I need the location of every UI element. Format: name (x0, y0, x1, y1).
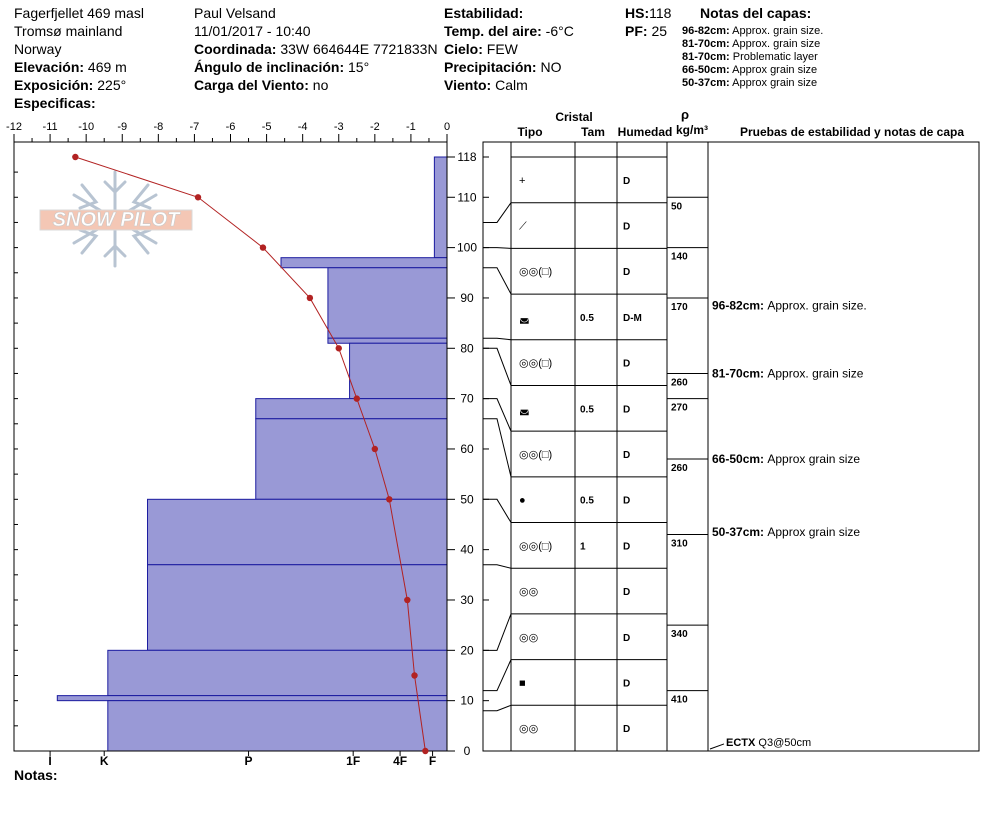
grain-type-symbol: ◎◎(□) (519, 449, 553, 461)
moisture: D (623, 404, 631, 416)
layer-note-text: Approx. grain size. (732, 25, 824, 37)
notes-label: Notas: (14, 767, 58, 783)
temperature-point (72, 154, 78, 160)
temperature-point (260, 244, 266, 250)
elevation-value: 469 m (87, 59, 127, 75)
temp-tick-label: -7 (189, 121, 200, 133)
temperature-point (404, 597, 410, 603)
grain-type-symbol: ■ (519, 677, 526, 690)
layer-note-text: Approx grain size (732, 77, 818, 89)
height-tick-label: 90 (460, 290, 474, 305)
grain-type-symbol: + (519, 174, 526, 187)
layer-note-text: Approx grain size (767, 452, 861, 467)
moisture: D (623, 267, 631, 279)
coordinate-label: Coordinada: (194, 41, 277, 57)
height-tick-label: 40 (460, 542, 474, 557)
temp-tick-label: -11 (42, 121, 58, 133)
density-value: 260 (671, 377, 688, 389)
layer-connector (483, 419, 511, 477)
layer-connector (483, 660, 511, 691)
layer-notes-title: Notas del capas: (700, 5, 812, 21)
stability-label: Estabilidad: (444, 5, 524, 21)
layer-connector (483, 268, 511, 294)
temp-tick-label: -9 (117, 121, 128, 133)
height-tick-label: 80 (460, 341, 474, 356)
layer-note-range: 81-70cm: (712, 366, 768, 381)
height-tick-label: 100 (456, 240, 478, 255)
height-tick-label: 60 (460, 441, 474, 456)
density-value: 170 (671, 301, 688, 313)
hardness-bar (57, 696, 447, 701)
height-tick-label: 10 (460, 693, 474, 708)
grain-type-symbol: ◎◎ (519, 586, 539, 599)
hardness-bar (256, 419, 447, 500)
hs-value: 118 (649, 5, 672, 21)
test-pointer (710, 744, 724, 749)
test-code: ECTX (726, 736, 759, 749)
temperature-point (336, 345, 342, 351)
temp-tick-label: -6 (225, 121, 236, 133)
hardness-bar (281, 258, 447, 268)
grain-type-symbol: ⟋ (519, 220, 527, 233)
hardness-tick-label: 1F (346, 754, 361, 768)
temp-tick-label: -5 (261, 121, 272, 133)
temperature-point (307, 295, 313, 301)
density-value: 260 (671, 463, 688, 475)
slope-value: 15° (348, 59, 370, 75)
layer-note-text: Approx. grain size. (767, 298, 867, 313)
temperature-point (386, 496, 392, 502)
col-moisture-header: Humedad (617, 125, 673, 139)
layer-note-range: 96-82cm: (682, 25, 730, 37)
density-value: 410 (671, 694, 688, 706)
density-value: 50 (671, 201, 683, 213)
density-value: 270 (671, 402, 688, 414)
layer-note (712, 452, 860, 466)
temp-tick-label: -1 (406, 121, 416, 133)
snowpilot-watermark (40, 172, 192, 266)
sky-label: Cielo: (444, 41, 483, 57)
grain-type-symbol: ◎◎(□) (519, 357, 553, 370)
density-value: 140 (671, 251, 688, 263)
height-tick-label: 118 (457, 150, 477, 164)
moisture: D (623, 495, 631, 507)
temp-tick-label: -3 (333, 121, 344, 133)
layer-note (712, 299, 867, 313)
moisture: D (623, 450, 631, 461)
layer-connector (483, 203, 511, 223)
height-tick-label: 0 (463, 744, 471, 758)
test-result: Q3@50cm (758, 736, 812, 749)
grain-type-symbol: ◎◎ (519, 631, 539, 644)
air-temp-label: Temp. del aire: (444, 23, 542, 39)
moisture: D (623, 587, 631, 599)
temperature-point (422, 748, 428, 754)
layer-note-text: Approx grain size (732, 64, 818, 76)
layer-connector (483, 348, 511, 385)
hardness-tick-label: P (244, 754, 253, 768)
layer-connector (483, 705, 511, 710)
temp-tick-label: 0 (443, 121, 451, 133)
grain-size: 0.5 (580, 495, 594, 507)
hardness-bar (328, 268, 447, 338)
hardness-bar (350, 343, 447, 398)
grain-type-symbol: ◎◎ (519, 723, 539, 736)
aspect-value: 225° (97, 77, 127, 93)
observer: Paul Velsand (194, 5, 276, 21)
hardness-tick-label: K (99, 754, 109, 768)
moisture: D (623, 724, 631, 736)
col-type-header: Tipo (517, 125, 543, 139)
moisture: D (623, 678, 631, 690)
layer-note (712, 366, 864, 380)
hs-label: HS: (625, 5, 650, 21)
precip-value: NO (540, 59, 562, 75)
hardness-tick-label: I (48, 754, 52, 768)
wind-label: Viento: (444, 77, 492, 93)
datetime: 11/01/2017 - 10:40 (194, 23, 311, 39)
wind-value: Calm (495, 77, 528, 93)
aspect-label: Exposición: (14, 77, 94, 93)
layer-connector (483, 499, 511, 522)
country: Norway (14, 41, 62, 57)
specifics-label: Especificas: (14, 95, 96, 111)
grain-type-symbol: ◛ (519, 403, 530, 416)
col-density-header: kg/m³ (675, 123, 709, 137)
layer-note-range: 81-70cm: (682, 51, 730, 63)
grain-type-symbol: ◛ (519, 311, 530, 324)
grain-size: 0.5 (580, 404, 594, 416)
layer-connector (483, 614, 511, 650)
grain-type-symbol: ◎◎(□) (519, 266, 553, 279)
layer-note (712, 525, 860, 539)
slope-label: Ángulo de inclinación: (194, 59, 345, 75)
moisture: D (623, 221, 631, 233)
hardness-bar (108, 701, 447, 751)
grain-type-symbol: ◎◎(□) (519, 540, 553, 553)
sky-value: FEW (486, 41, 518, 57)
crystal-header: Cristal (555, 110, 593, 124)
hardness-tick-label: F (428, 754, 437, 768)
layer-note-range: 50-37cm: (712, 525, 768, 540)
moisture: D (623, 541, 631, 553)
hardness-bar (434, 157, 447, 258)
pf-value: 25 (651, 23, 668, 39)
grain-type-symbol: ● (519, 494, 526, 507)
grain-size: 0.5 (580, 312, 594, 324)
moisture: D (623, 632, 631, 644)
layer-connector (483, 399, 511, 432)
wind-load-label: Carga del Viento: (194, 77, 309, 93)
layer-note-range: 81-70cm: (682, 38, 730, 50)
wind-load-value: no (312, 77, 329, 93)
elevation-label: Elevación: (14, 59, 85, 75)
layer-note-range: 50-37cm: (682, 77, 730, 89)
col-tests-header: Pruebas de estabilidad y notas de capa (739, 125, 965, 139)
height-tick-label: 50 (460, 492, 474, 507)
hardness-tick-label: 4F (393, 754, 408, 768)
temperature-point (354, 395, 360, 401)
col-size-header: Tam (581, 125, 605, 139)
moisture: D (623, 358, 631, 370)
hardness-bar (256, 399, 447, 419)
height-tick-label: 70 (460, 391, 474, 406)
layer-connector (483, 565, 511, 568)
layer-note-text: Approx. grain size (767, 366, 864, 381)
temp-tick-label: -10 (78, 121, 95, 133)
air-temp-value: -6°C (545, 23, 574, 39)
hardness-bar (328, 338, 447, 343)
pf-label: PF: (625, 23, 648, 39)
layer-connector (483, 338, 511, 340)
temperature-point (372, 446, 378, 452)
moisture: D-M (623, 312, 642, 324)
temp-tick-label: -8 (153, 121, 164, 133)
grain-size: 1 (580, 541, 586, 553)
height-tick-label: 110 (457, 190, 477, 205)
height-tick-label: 30 (460, 592, 474, 607)
layer-note-text: Approx. grain size (732, 38, 821, 50)
density-value: 340 (671, 629, 688, 641)
moisture: D (623, 175, 631, 187)
temperature-point (195, 194, 201, 200)
precip-label: Precipitación: (444, 59, 537, 75)
temp-tick-label: -2 (369, 121, 380, 133)
watermark-text: SNOW PILOT (52, 209, 180, 231)
location: Fagerfjellet 469 masl (14, 5, 144, 21)
stratigraphy-table (483, 142, 979, 751)
temp-tick-label: -12 (6, 121, 22, 133)
rho-header: ρ (680, 107, 690, 122)
layer-note-range: 66-50cm: (682, 64, 730, 76)
hardness-bar (148, 499, 447, 564)
temperature-point (411, 672, 417, 678)
layer-note-range: 66-50cm: (712, 452, 768, 467)
height-tick-label: 20 (460, 643, 474, 658)
hardness-bar (148, 565, 447, 651)
coordinate-value: 33W 664644E 7721833N (280, 41, 438, 57)
temp-tick-label: -4 (297, 121, 308, 133)
layer-note-range: 96-82cm: (712, 298, 768, 313)
density-value: 310 (671, 538, 688, 550)
layer-note-text: Approx grain size (767, 525, 861, 540)
hardness-bar (108, 650, 447, 695)
layer-connector (483, 248, 511, 249)
region: Tromsø mainland (14, 23, 123, 39)
layer-note-text: Problematic layer (732, 51, 818, 63)
stability-test (726, 737, 811, 749)
